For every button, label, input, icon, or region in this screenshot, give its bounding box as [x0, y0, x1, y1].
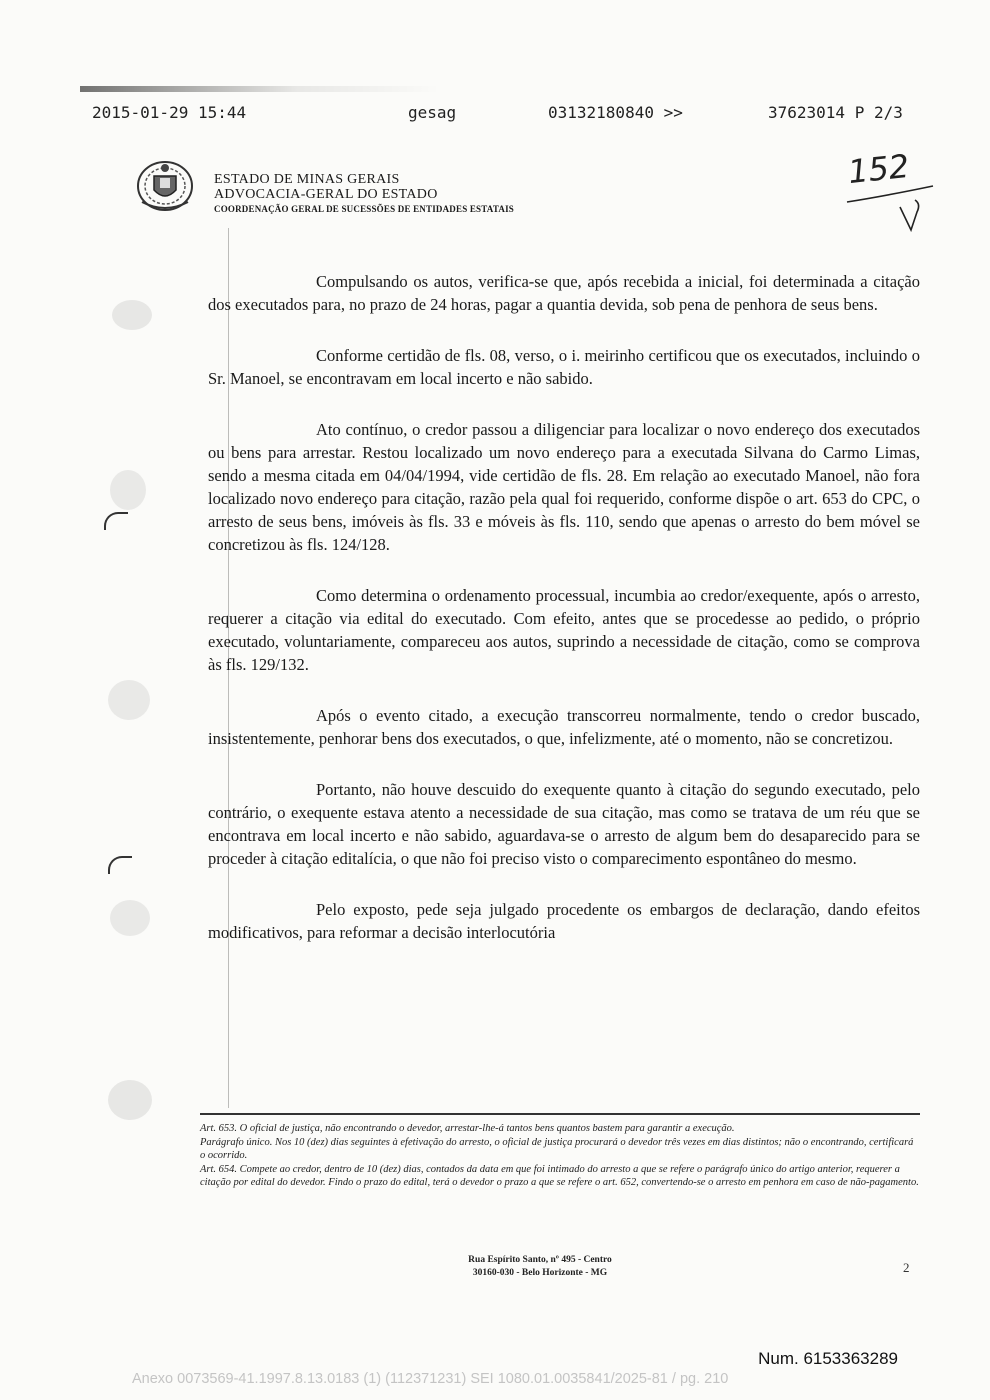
document-number-stamp: Num. 6153363289	[758, 1349, 898, 1368]
footnote: Art. 653. O oficial de justiça, não encontrando o devedor, arrestar-lhe-á tantos bens quantos bastem para garantir a execução.	[200, 1123, 735, 1134]
paragraph: Compulsando os autos, verifica-se que, após recebida a inicial, foi determinada a citação dos executados para, no prazo de 24 horas, pagar a quantia devida, sob pena de penhora de seus bens.	[208, 272, 920, 314]
folio-number: 152	[846, 146, 911, 192]
footnote: Parágrafo único. Nos 10 (dez) dias seguintes à efetivação do arresto, o oficial de justiça procurará o devedor três vezes em dias distintos; não o encontrando, certificará o ocorrido.	[200, 1136, 914, 1161]
address-line: 30160-030 - Belo Horizonte - MG	[472, 1268, 608, 1278]
binding-hole-mark	[104, 512, 128, 530]
fax-timestamp: 2015-01-29 15:44	[92, 103, 247, 122]
coat-of-arms-icon	[134, 158, 196, 214]
scan-noise	[108, 680, 150, 720]
paragraph: Como determina o ordenamento processual, incumbia ao credor/exequente, após o arresto, requerer a citação via edital do executado. Com efeito, antes que se procedesse ao pedido, o próprio executado, voluntariamente, compareceu aos autos, suprindo a necessidade de citação, como se comprova às fls. 129/132.	[208, 586, 920, 674]
paragraph: Portanto, não houve descuido do exequente quanto à citação do segundo executado, pelo contrário, o exequente estava atento a necessidade de sua citação, mas como se tratava de um réu que se encontrava em local incerto e não sabido, aguardava-se o arresto de algum bem do desaparecido para se proceder à citação editalícia, o que não foi preciso visto o comparecimento espontâneo do mesmo.	[208, 780, 920, 868]
scan-noise	[108, 1080, 152, 1120]
letterhead-agency: ADVOCACIA-GERAL DO ESTADO	[214, 187, 438, 202]
letterhead-state: ESTADO DE MINAS GERAIS	[214, 172, 400, 187]
page-number: 2	[903, 1260, 910, 1275]
scan-noise	[112, 300, 152, 330]
address-line: Rua Espírito Santo, nº 495 - Centro	[468, 1255, 612, 1265]
letterhead	[214, 172, 514, 217]
footnotes	[200, 1122, 920, 1190]
document-body	[208, 270, 920, 972]
fax-page-info: 37623014 P 2/3	[768, 103, 903, 122]
footnote: Art. 654. Compete ao credor, dentro de 10 (dez) dias, contados da data em que foi intimado do arresto a que se refere o parágrafo único do artigo anterior, requerer a citação por edital do devedor. Findo o prazo do edital, terá o devedor o prazo a que se refere o art. 652, convertendo-se o arresto em penhora em caso de não-pagamento.	[200, 1163, 919, 1188]
folio-mark	[845, 152, 935, 242]
binding-hole-mark	[108, 856, 132, 874]
scan-noise	[110, 900, 150, 936]
paragraph: Ato contínuo, o credor passou a diligenciar para localizar o novo endereço dos executados ou bens para arrestar. Restou localizado um novo endereço para a executada Silvana do Carmo Limas, sendo a mesma citada em 04/04/1994, vide certidão de fls. 28. Em relação ao executado Manoel, não fora localizado novo endereço para citação, razão pela qual foi requerido, conforme dispõe o art. 653 do CPC, o arresto de seus bens, imóveis às fls. 33 e móveis às fls. 110, sendo que apenas o arresto do bem móvel se concretizou às fls. 124/128.	[208, 420, 920, 554]
paragraph: Após o evento citado, a execução transcorreu normalmente, tendo o credor buscado, insistentemente, penhorar bens dos executados, o que, infelizmente, até o momento, não se concretizou.	[208, 706, 920, 748]
footnote-divider	[200, 1113, 920, 1115]
annex-stamp: Anexo 0073569-41.1997.8.13.0183 (1) (112371231) SEI 1080.01.0035841/2025-81 / pg. 210	[132, 1371, 729, 1387]
scan-noise	[110, 470, 146, 510]
letterhead-coordination: COORDENAÇÃO GERAL DE SUCESSÕES DE ENTIDADES ESTATAIS	[214, 204, 514, 214]
paragraph: Pelo exposto, pede seja julgado procedente os embargos de declaração, dando efeitos modificativos, para reformar a decisão interlocutória	[208, 900, 920, 942]
fax-noise	[80, 86, 440, 92]
fax-sender: gesag	[408, 103, 457, 122]
paragraph: Conforme certidão de fls. 08, verso, o i. meirinho certificou que os executados, incluindo o Sr. Manoel, se encontravam em local incerto e não sabido.	[208, 346, 920, 388]
fax-number: 03132180840 >>	[548, 103, 683, 122]
footer-address	[420, 1254, 660, 1280]
